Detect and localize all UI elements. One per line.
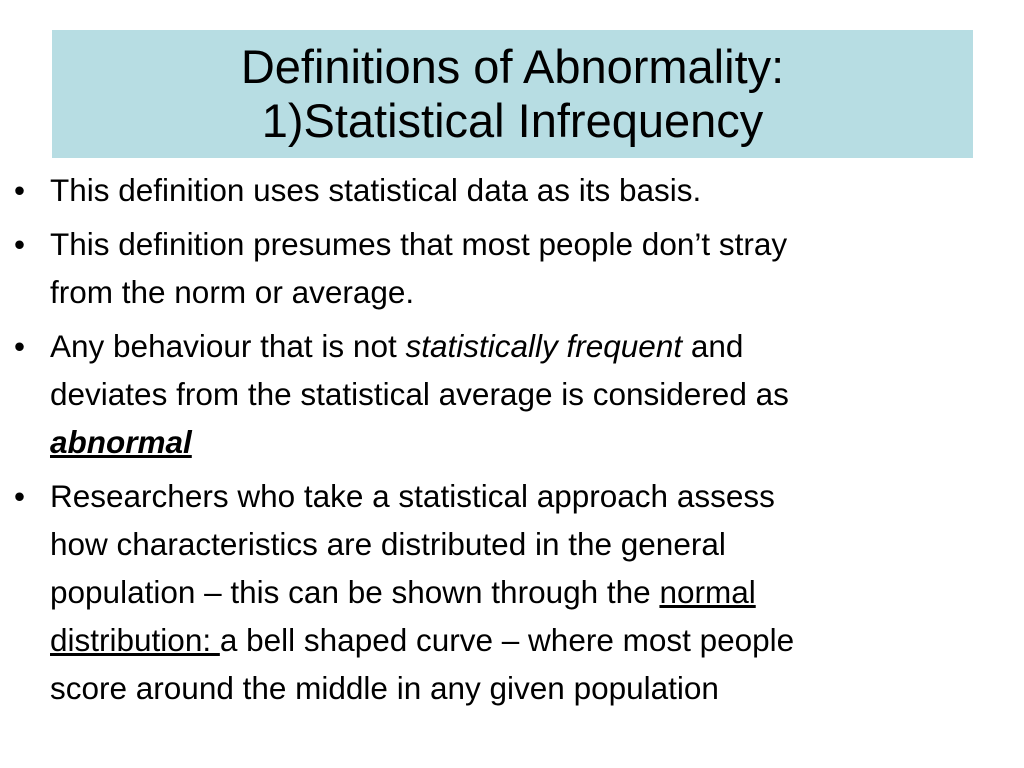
- bullet-2-line-1: This definition presumes that most people don’t stray: [50, 226, 788, 262]
- bullet-1-line-1: This definition uses statistical data as its basis.: [50, 172, 702, 208]
- bullet-3-text-a: Any behaviour that is not: [50, 328, 406, 364]
- bullet-dot-icon: •: [14, 478, 26, 514]
- bullet-list: [0, 166, 1024, 718]
- bullet-4-line-2: how characteristics are distributed in the general: [50, 526, 726, 562]
- bullet-4-text-b: a bell shaped curve – where most people: [219, 622, 795, 658]
- bullet-3-line-1: [50, 322, 1004, 370]
- bullet-3-emphasis: statistically frequent: [405, 328, 683, 364]
- bullet-item-3: [0, 322, 1024, 466]
- slide-title-line-2: 1)Statistical Infrequency: [261, 94, 764, 147]
- bullet-dot-icon: •: [14, 226, 26, 262]
- bullet-4-line-1: Researchers who take a statistical approach assess: [50, 478, 775, 514]
- bullet-3-keyword: abnormal: [50, 424, 192, 460]
- bullet-2-line-2: from the norm or average.: [50, 274, 415, 310]
- bullet-3-text-b: and: [682, 328, 744, 364]
- bullet-4-line-3: [50, 568, 1004, 616]
- bullet-3-line-3: [50, 418, 1004, 466]
- bullet-4-underlined-term-b: distribution:: [50, 622, 220, 658]
- bullet-4-text-a: population – this can be shown through the: [50, 574, 660, 610]
- bullet-4-underlined-term-a: normal: [659, 574, 756, 610]
- bullet-dot-icon: •: [14, 172, 26, 208]
- bullet-item-1: [0, 166, 1024, 214]
- bullet-4-line-4: [50, 616, 1004, 664]
- slide-title-box: [52, 30, 973, 158]
- slide-title-line-1: Definitions of Abnormality:: [240, 40, 785, 93]
- bullet-4-line-5: score around the middle in any given population: [50, 670, 719, 706]
- bullet-3-line-2: deviates from the statistical average is considered as: [50, 376, 789, 412]
- bullet-item-2: [0, 220, 1024, 316]
- bullet-item-4: [0, 472, 1024, 712]
- bullet-dot-icon: •: [14, 328, 26, 364]
